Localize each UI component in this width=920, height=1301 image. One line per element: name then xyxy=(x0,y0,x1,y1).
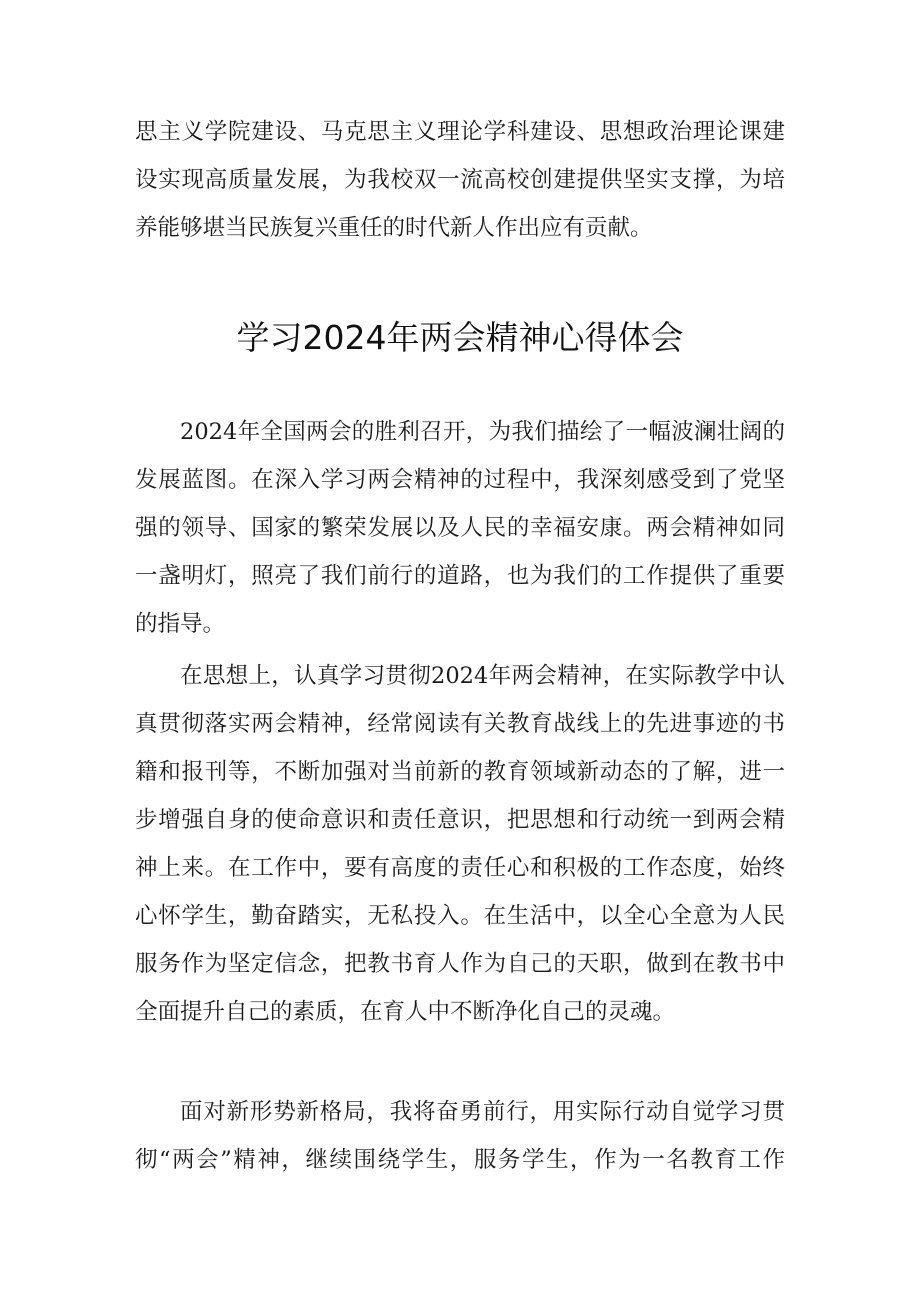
text-line: 思主义学院建设、马克思主义理论学科建设、思想政治理论课建 xyxy=(135,119,785,145)
text-line: 发展蓝图。在深入学习两会精神的过程中，我深刻感受到了党坚 xyxy=(135,467,785,493)
page-title: 学习2024年两会精神心得体会 xyxy=(236,318,684,357)
text-line: 全面提升自己的素质，在育人中不断净化自己的灵魂。 xyxy=(135,999,676,1025)
text-line: 籍和报刊等，不断加强对当前新的教育领域新动态的了解，进一 xyxy=(135,759,785,785)
text-line: 一盏明灯，照亮了我们前行的道路，也为我们的工作提供了重要 xyxy=(135,563,785,589)
text-line: 神上来。在工作中，要有高度的责任心和积极的工作态度，始终 xyxy=(135,855,785,881)
text-line: 面对新形势新格局，我将奋勇前行，用实际行动自觉学习贯 xyxy=(180,1099,785,1125)
text-line: 2024年全国两会的胜利召开，为我们描绘了一幅波澜壮阔的 xyxy=(180,419,785,445)
text-line: 彻“两会”精神，继续围绕学生，服务学生，作为一名教育工作 xyxy=(135,1147,785,1173)
text-line: 设实现高质量发展，为我校双一流高校创建提供坚实支撑，为培 xyxy=(135,167,785,193)
text-line: 在思想上，认真学习贯彻2024年两会精神，在实际教学中认 xyxy=(180,663,785,689)
text-line: 真贯彻落实两会精神，经常阅读有关教育战线上的先进事迹的书 xyxy=(135,711,785,737)
text-line: 强的领导、国家的繁荣发展以及人民的幸福安康。两会精神如同 xyxy=(135,515,785,541)
text-line: 步增强自身的使命意识和责任意识，把思想和行动统一到两会精 xyxy=(135,807,785,833)
text-line: 服务作为坚定信念，把教书育人作为自己的天职，做到在教书中 xyxy=(135,951,785,977)
text-line: 养能够堪当民族复兴重任的时代新人作出应有贡献。 xyxy=(135,215,653,241)
text-line: 的指导。 xyxy=(135,611,226,637)
text-line: 心怀学生，勤奋踏实，无私投入。在生活中，以全心全意为人民 xyxy=(135,903,785,929)
